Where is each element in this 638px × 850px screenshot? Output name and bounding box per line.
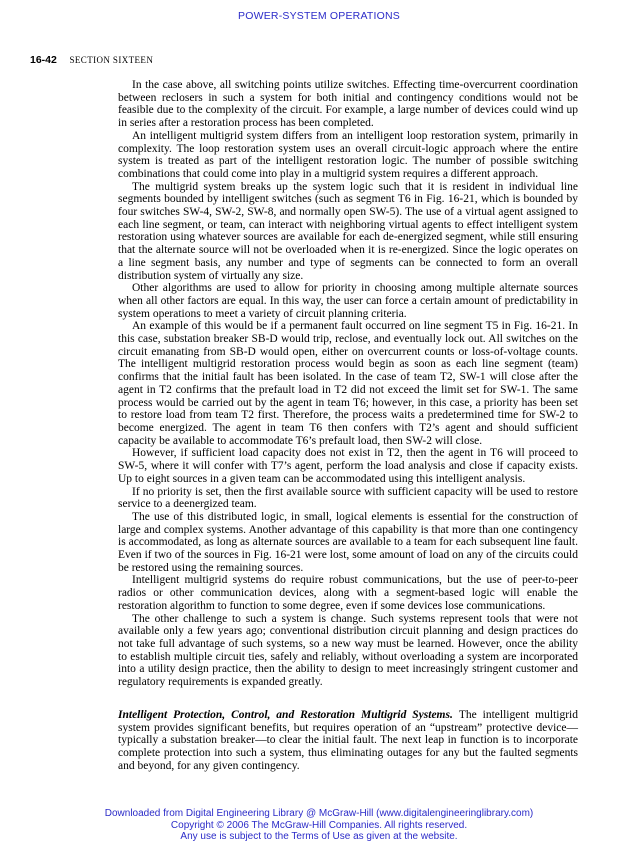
page-number: 16-42 <box>30 54 57 66</box>
paragraph: However, if sufficient load capacity does not exist in T2, then the agent in T6 will proceed to SW-5, where it will confer with T7’s agent, perform the load analysis and close if capacity exists. Up to eight sources in a given team can be accommodated using this intelligent analysis. <box>118 447 578 485</box>
footer-terms: Any use is subject to the Terms of Use as given at the website. <box>180 831 458 842</box>
runin-section <box>118 709 578 773</box>
paragraph: The multigrid system breaks up the system logic such that it is resident in individual line segments bounded by intelligent switches (such as segment T6 in Fig. 16-21, which is bounded by four switches SW-4, SW-2, SW-8, and normally open SW-5). The use of a virtual agent assigned to each line segment, or team, can interact with neighboring virtual agents to effect intelligent system restoration using whatever sources are available for each de-energized segment, while still ensuring that the alternate source will not be overloaded when it is re-energized. Since the logic operates on a line segment basis, any number and type of segments can be connected to form an overall distribution system of virtually any size. <box>118 180 578 282</box>
paragraph: The use of this distributed logic, in small, logical elements is essential for the construction of large and complex systems. Another advantage of this capability is that more than one contingency is accommodated, as long as alternate sources are available to a team for each subsequent line fault. Even if two of the sources in Fig. 16-21 were lost, some amount of load on any of the circuits could be restored using the remaining sources. <box>118 510 578 574</box>
paragraph: An example of this would be if a permanent fault occurred on line segment T5 in Fig. 16-21. In this case, substation breaker SB-D would trip, reclose, and eventually lock out. All switches on the circuit emanating from SB-D would open, either on overcurrent counts or loss-of-voltage counts. The intelligent multigrid restoration process would begin as soon as each line segment (team) confirms that the initial fault has been isolated. In the case of team T2, SW-1 will close after the agent in T2 confirms that the prefault load in T2 did not exceed the limit set for SW-1. The same process would be carried out by the agent in team T6; however, in this case, a priority has been set to restore load from team T2 first. Therefore, the process waits a predetermined time for SW-2 to become energized. The agent in team T6 then confers with T2’s agent and should sufficient capacity be available to accommodate T6’s prefault load, then SW-2 will close. <box>118 320 578 447</box>
runin-heading: Intelligent Protection, Control, and Restoration Multigrid Systems. <box>118 709 453 721</box>
footer-copyright: Copyright © 2006 The McGraw-Hill Companies. All rights reserved. <box>170 819 468 831</box>
page-folio <box>30 54 153 66</box>
paragraph: In the case above, all switching points utilize switches. Effecting time-overcurrent coordination between reclosers in such a system for both initial and contingency conditions would not be feasible due to the complexity of the circuit. For example, a large number of devices could wind up in series after a restoration process has been completed. <box>118 79 578 130</box>
paragraph: Intelligent multigrid systems do require robust communications, but the use of peer-to-peer radios or other communication devices, along with a segment-based logic will enable the restoration algorithm to function to some degree, even if some devices lose communications. <box>118 574 578 612</box>
paragraph: If no priority is set, then the first available source with sufficient capacity will be used to restore service to a deenergized team. <box>118 485 578 511</box>
section-label: SECTION SIXTEEN <box>69 55 154 65</box>
paragraph: Other algorithms are used to allow for priority in choosing among multiple alternate sources when all other factors are equal. In this way, the user can force a certain amount of predictability in system operations to meet a variety of circuit planning criteria. <box>118 282 578 320</box>
paragraph: The other challenge to such a system is change. Such systems represent tools that were not available only a few years ago; conventional distribution circuit planning and design practices do not take full advantage of such systems, so a new way must be learned. However, once the ability to establish multiple circuit ties, safely and reliably, without overloading a system are incorporated into a utility design practice, then the ability to design to meet increasingly stringent customer and regulatory requirements is expanded greatly. <box>118 612 578 689</box>
runin-text: The intelligent multigrid system provides significant benefits, but requires operation of an “upstream” protective device—typically a substation breaker—to clear the initial fault. The next leap in function is to incorporate complete protection into such a system, thus eliminating outages for any but the faulted segments and beyond, for any given contingency. <box>118 709 578 772</box>
footer-notice <box>0 808 638 843</box>
body-text <box>118 79 578 689</box>
footer-download-link[interactable]: Downloaded from Digital Engineering Library @ McGraw-Hill (www.digitalengineeringlibrary.com) <box>104 808 534 819</box>
paragraph: An intelligent multigrid system differs from an intelligent loop restoration system, primarily in complexity. The loop restoration system uses an overall circuit-logic approach where the entire system is treated as part of the intelligent restoration logic. The number of possible switching combinations that could come into play in a multigrid system requires a different approach. <box>118 129 578 180</box>
running-header: POWER-SYSTEM OPERATIONS <box>238 10 400 22</box>
